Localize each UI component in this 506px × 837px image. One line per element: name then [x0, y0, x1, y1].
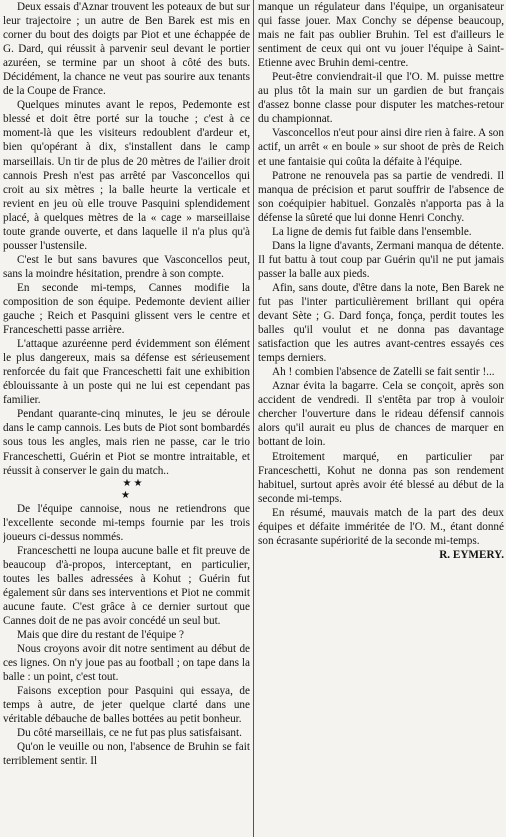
paragraph: Dans la ligne d'avants, Zermani manqua de détente. Il fut battu à tout coup par Guérin qu'il ne put jamais passer la balle aux pieds.: [258, 239, 504, 280]
section-separator-stars: ★★ ★: [121, 477, 145, 501]
paragraph-continued: manque un régulateur dans l'équipe, un organisateur qui fasse jouer. Max Conchy se dépense beaucoup, mais ne fait pas oublier Bruhin. Tel est d'ailleurs le sentiment de ceux qui ont vu jouer l'équipe à Saint-Etienne avec Bruhin demi-centre.: [258, 1, 504, 70]
paragraph: En résumé, mauvais match de la part des deux équipes et défaite imméritée de l'O. M., étant donné son écrasante supériorité de la seconde mi-temps.: [258, 506, 504, 547]
paragraph: Patrone ne renouvela pas sa partie de vendredi. Il manqua de précision et parut souffrir de l'absence de son coéquipier habituel. Gonzalès n'apporta pas à la défense la sûreté que lui donne Henri Conchy.: [258, 169, 504, 224]
paragraph: Mais que dire du restant de l'équipe ?: [17, 629, 184, 642]
paragraph: Deux essais d'Aznar trouvent les poteaux de but sur leur trajectoire ; un autre de Ben Barek est mis en corner du bout des doigts par Piot et une échappée de G. Dard, qui réussit à parvenir seul devant le portier azuréen, se termine par un shoot à côté des buts. Décidément, la chance ne veut pas sourire aux tenants de la Coupe de France.: [3, 1, 250, 98]
paragraph: En seconde mi-temps, Cannes modifie la composition de son équipe. Pedemonte devient ailier gauche ; Reich et Pasquini glissent vers le centre et Franceschetti passe arrière.: [3, 281, 250, 337]
paragraph: De l'équipe cannoise, nous ne retiendrons que l'excellente seconde mi-temps fournie par les trois joueurs ci-dessus nommés.: [3, 502, 250, 543]
article-column-left: [3, 0, 250, 837]
paragraph: Ah ! combien l'absence de Zatelli se fait sentir !...: [272, 366, 495, 379]
paragraph: Aznar évita la bagarre. Cela se conçoit, après son accident de vendredi. Il s'entêta par trop à vouloir chercher l'ouverture dans le rideau défensif cannois alors qu'il aurait eu plus de chances de marquer en bottant de loin.: [258, 380, 504, 449]
paragraph: Nous croyons avoir dit notre sentiment au début de ces lignes. On n'y joue pas au football ; on tape dans la balle : un point, c'est tout.: [3, 643, 250, 684]
paragraph: Pendant quarante-cinq minutes, le jeu se déroule dans le camp cannois. Les buts de Piot sont bombardés sous tous les angles, mais rien ne passe, car le trio Franceschetti, Guérin et Piot se montre intraitable, et réussit à conserver le gain du match..: [3, 408, 250, 477]
paragraph: Du côté marseillais, ce ne fut pas plus satisfaisant.: [17, 727, 242, 740]
paragraph: Faisons exception pour Pasquini qui essaya, de temps à autre, de jeter quelque clarté dans une véritable débauche de balles bottées au petit bonheur.: [3, 685, 250, 726]
paragraph: Franceschetti ne loupa aucune balle et fit preuve de beaucoup d'à-propos, interceptant, en particulier, toutes les balles adressées à Kohut ; Guérin fut également sûr dans ses interventions et Piot ne commit aucune faute. C'est grâce à ce dernier surtout que Cannes doit de ne pas avoir concédé un seul but.: [3, 544, 250, 627]
paragraph: C'est le but sans bavures que Vasconcellos peut, sans la moindre hésitation, prendre à son compte.: [3, 253, 250, 280]
article-column-right: [258, 0, 504, 837]
column-divider: [253, 0, 254, 837]
paragraph: Afin, sans doute, d'être dans la note, Ben Barek ne fut pas l'inter particulièrement brillant qui opéra devant Sète ; G. Dard fonça, fonça, perdit toutes les balles qu'il voulut et ne donna pas davantage satisfaction que les autres avant-centres essayés ces temps derniers.: [258, 281, 504, 365]
paragraph: L'attaque azuréenne perd évidemment son élément le plus dangereux, mais sa défense est sérieusement renforcée du fait que Franceschetti fait une exhibition éblouissante à un poste qui ne lui est cependant pas familier.: [3, 338, 250, 407]
paragraph: Qu'on le veuille ou non, l'absence de Bruhin se fait terriblement sentir. Il: [3, 741, 250, 768]
paragraph: Etroitement marqué, en particulier par Franceschetti, Kohut ne donna pas son rendement habituel, surtout après avoir été blessé au début de la seconde mi-temps.: [258, 450, 504, 505]
paragraph: Quelques minutes avant le repos, Pedemonte est blessé et doit être porté sur la touche ; c'est à ce moment-là que les visiteurs redoublent d'ardeur et, bien qu'opérant à dix, s'installent dans le camp marseillais. Un tir de plus de 20 mètres de l'ailier droit cannois Presh n'est pas arrêté par Vasconcellos qui croit au six mètres ; la balle heurte la verticale et revient en jeu où elle trouve Pasquini splendidement placé, à quelques mètres de la « cage » marseillaise toute grande ouverte, et dans laquelle il n'a plus qu'à pousser l'ustensile.: [3, 99, 250, 252]
author-signature: R. EYMERY.: [439, 548, 504, 561]
paragraph: Vasconcellos n'eut pour ainsi dire rien à faire. A son actif, un arrêt « en boule » sur shoot de près de Reich et une fantaisie qui coûta la défaite à l'équipe.: [258, 127, 504, 168]
paragraph: Peut-être conviendrait-il que l'O. M. puisse mettre au plus tôt la main sur un gardien de but français d'assez bonne classe pour disputer les matches-retour du championnat.: [258, 71, 504, 126]
paragraph: La ligne de demis fut faible dans l'ensemble.: [272, 225, 472, 238]
